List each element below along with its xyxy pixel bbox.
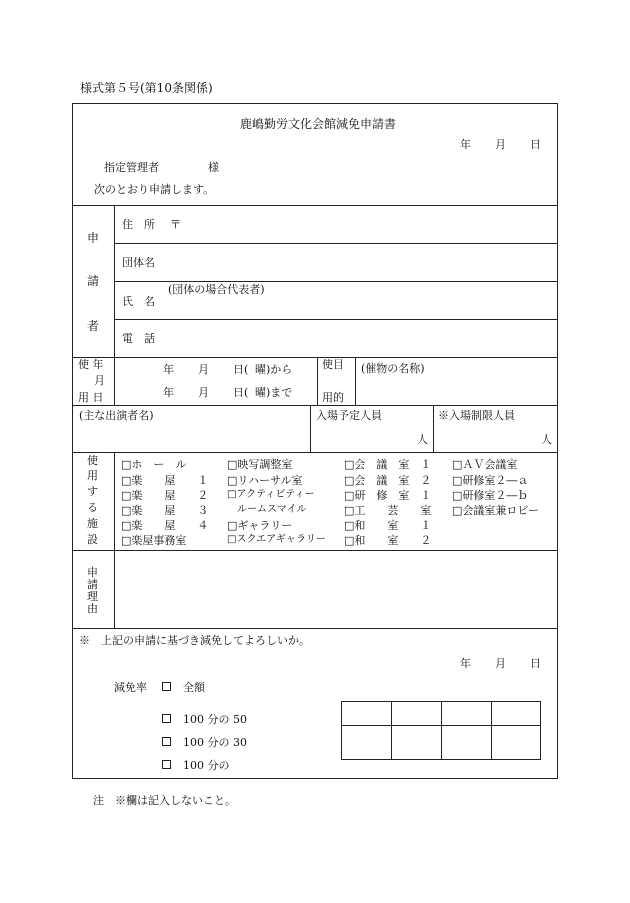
to-day: 日( bbox=[233, 386, 249, 399]
facility-meeting-2: □会 議 室 ２ bbox=[344, 474, 432, 487]
facility-square-gallery: □スクエアギャラリー bbox=[227, 534, 326, 545]
expected-label: 入場予定人員 bbox=[316, 409, 382, 422]
facility-gakuya-1: □楽 屋 １ bbox=[121, 474, 209, 487]
applicant-side-2: 請 bbox=[87, 274, 100, 288]
stamp-box[interactable] bbox=[441, 701, 492, 726]
reason-side-1: 申 bbox=[87, 566, 98, 579]
rate-label: 減免率 bbox=[114, 681, 147, 694]
facility-gakuya-4: □楽 屋 ４ bbox=[121, 519, 209, 532]
facility-rehearsal-room: □リハーサル室 bbox=[227, 474, 303, 487]
group-label: 団体名 bbox=[122, 256, 155, 269]
purpose-label-2: 用的 bbox=[322, 391, 344, 404]
divider bbox=[310, 405, 311, 452]
address-label: 住 所 bbox=[122, 218, 155, 231]
facility-training-2b: □研修室２―ｂ bbox=[452, 489, 529, 502]
purpose-label-1: 使目 bbox=[322, 358, 344, 371]
from-youbi: 曜)から bbox=[255, 363, 293, 376]
name-label: 氏 名 bbox=[122, 295, 155, 308]
date-month: 月 bbox=[495, 138, 506, 151]
stamp-box[interactable] bbox=[341, 701, 392, 726]
form-title: 鹿嶋勤労文化会館減免申請書 bbox=[240, 117, 397, 131]
sama-label: 様 bbox=[208, 161, 219, 174]
option-30-label: 100 分の 30 bbox=[183, 736, 247, 749]
facility-side-4: る bbox=[87, 501, 98, 514]
divider bbox=[355, 357, 356, 405]
option-custom-label: 100 分の bbox=[183, 759, 230, 772]
facility-hall: □ホ ー ル bbox=[121, 458, 187, 471]
stamp-box[interactable] bbox=[391, 725, 442, 760]
stamp-box[interactable] bbox=[341, 725, 392, 760]
facility-gakuya-office: □楽屋事務室 bbox=[121, 534, 187, 547]
phone-label: 電 話 bbox=[122, 332, 155, 345]
stamp-box[interactable] bbox=[491, 725, 541, 760]
stamp-box[interactable] bbox=[391, 701, 442, 726]
divider bbox=[317, 357, 318, 405]
date-year: 年 bbox=[460, 138, 471, 151]
divider bbox=[115, 281, 558, 282]
facility-side-6: 設 bbox=[87, 533, 98, 546]
limit-label: ※入場制限人員 bbox=[438, 409, 515, 422]
approval-date-day: 日 bbox=[530, 657, 541, 670]
approval-question: ※ 上記の申請に基づき減免してよろしいか。 bbox=[79, 634, 310, 647]
reason-side-2: 請 bbox=[87, 578, 98, 591]
divider bbox=[115, 319, 558, 320]
facility-side-2: 用 bbox=[87, 469, 98, 482]
form-number: 様式第５号(第10条関係) bbox=[80, 81, 213, 95]
approval-date-year: 年 bbox=[460, 657, 471, 670]
manager-label: 指定管理者 bbox=[104, 161, 159, 174]
option-50-label: 100 分の 50 bbox=[183, 713, 247, 726]
facility-gakuya-2: □楽 屋 ２ bbox=[121, 489, 209, 502]
applicant-side-1: 申 bbox=[87, 231, 100, 245]
applicant-side-3: 者 bbox=[87, 319, 100, 333]
reason-side-4: 由 bbox=[87, 602, 98, 615]
facility-training-1: □研 修 室 １ bbox=[344, 489, 432, 502]
intro-text: 次のとおり申請します。 bbox=[94, 183, 215, 196]
date-day: 日 bbox=[530, 138, 541, 151]
facility-side-3: す bbox=[87, 485, 98, 498]
divider bbox=[114, 205, 115, 405]
facility-meeting-1: □会 議 室 １ bbox=[344, 458, 432, 471]
to-youbi: 曜)まで bbox=[255, 386, 293, 399]
event-name-label: (催物の名称) bbox=[361, 362, 425, 375]
facility-lobby: □会議室兼ロビー bbox=[452, 504, 539, 517]
approval-date-month: 月 bbox=[495, 657, 506, 670]
option-custom-checkbox[interactable] bbox=[162, 760, 171, 769]
postal-mark: 〒 bbox=[170, 218, 181, 231]
from-year: 年 bbox=[163, 363, 174, 376]
divider bbox=[72, 205, 558, 206]
divider bbox=[72, 452, 558, 453]
facility-side-5: 施 bbox=[87, 517, 98, 530]
divider bbox=[72, 405, 558, 406]
stamp-box[interactable] bbox=[491, 701, 541, 726]
from-day: 日( bbox=[233, 363, 249, 376]
facility-washitsu-2: □和 室 ２ bbox=[344, 534, 432, 547]
facility-gallery: □ギャラリー bbox=[227, 519, 293, 532]
expected-unit: 人 bbox=[417, 433, 428, 446]
divider bbox=[433, 405, 434, 452]
reason-side-3: 理 bbox=[87, 590, 98, 603]
facility-projection-room: □映写調整室 bbox=[227, 458, 293, 471]
facility-training-2a: □研修室２―ａ bbox=[452, 474, 529, 487]
use-date-label-3: 用 日 bbox=[78, 391, 104, 404]
facility-side-1: 使 bbox=[87, 454, 98, 467]
facility-activity: □アクティビティー bbox=[227, 489, 315, 500]
divider bbox=[72, 550, 558, 551]
performers-label: (主な出演者名) bbox=[79, 409, 154, 422]
facility-activity-smile: ルームスマイル bbox=[227, 504, 307, 515]
option-full-checkbox[interactable] bbox=[162, 682, 171, 691]
facility-craft-room: □工 芸 室 bbox=[344, 504, 432, 517]
footer-note: 注 ※欄は記入しないこと。 bbox=[93, 794, 236, 807]
limit-unit: 人 bbox=[541, 433, 552, 446]
divider bbox=[115, 243, 558, 244]
option-50-checkbox[interactable] bbox=[162, 714, 171, 723]
use-date-label-1: 使 年 bbox=[78, 358, 104, 371]
facility-washitsu-1: □和 室 １ bbox=[344, 519, 432, 532]
option-full-label: 全額 bbox=[183, 681, 205, 694]
divider bbox=[114, 452, 115, 628]
stamp-box[interactable] bbox=[441, 725, 492, 760]
use-date-label-2: 月 bbox=[94, 374, 105, 387]
option-30-checkbox[interactable] bbox=[162, 737, 171, 746]
to-year: 年 bbox=[163, 386, 174, 399]
rep-note: (団体の場合代表者) bbox=[168, 283, 265, 296]
to-month: 月 bbox=[198, 386, 209, 399]
facility-av-room: □ＡＶ会議室 bbox=[452, 458, 518, 471]
divider bbox=[72, 357, 558, 358]
from-month: 月 bbox=[198, 363, 209, 376]
facility-gakuya-3: □楽 屋 ３ bbox=[121, 504, 209, 517]
divider bbox=[72, 628, 558, 629]
